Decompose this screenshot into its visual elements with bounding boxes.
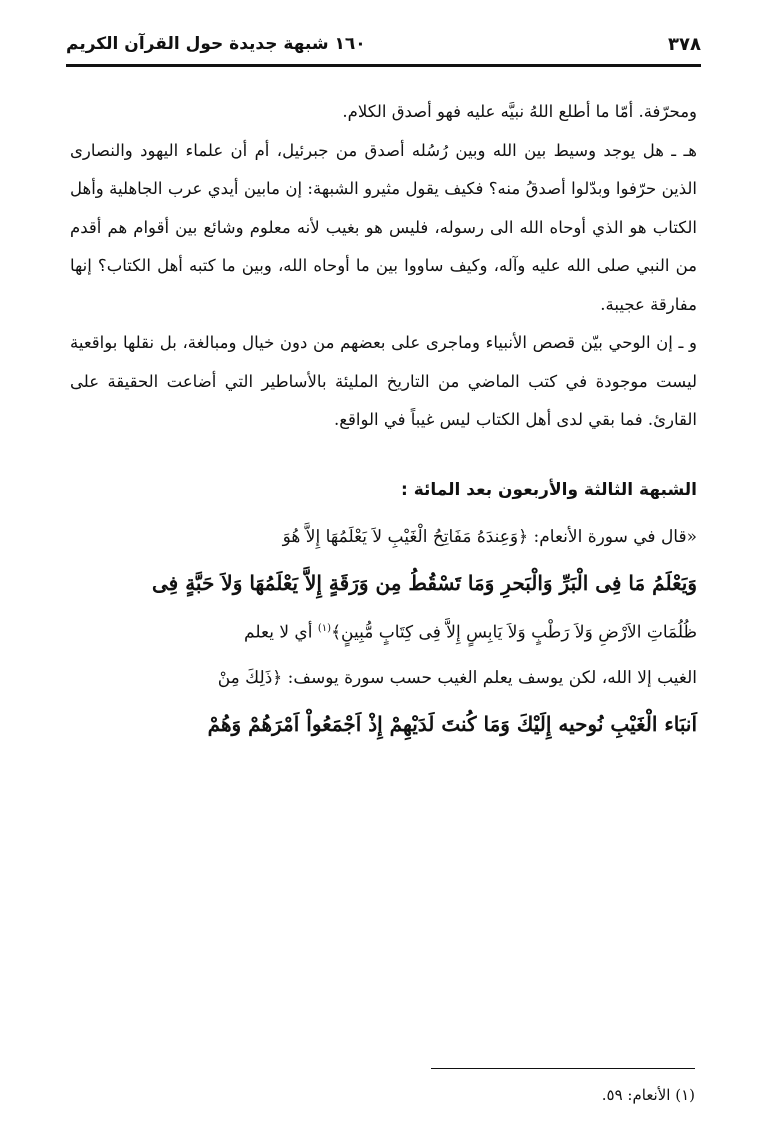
book-title: ١٦٠ شبهة جديدة حول القرآن الكريم bbox=[66, 34, 366, 54]
paragraph: و ـ إن الوحي بيّن قصص الأنبياء وماجرى على بعضهم من دون خيال ومبالغة، بل نقلها بواقعية ليست موجودة في كتب الماضي من التاريخ المليئة بالأساطير التي أضاعت الحقيقة على القارئ. فما بقي لدى أهل الكتاب ليس غيباً في الواقع. bbox=[70, 333, 697, 429]
quote-line: اَنبَاء الْغَيْبِ نُوحيه إِلَيْكَ وَمَا كُنتَ لَدَيْهِمْ إِذْ اَجْمَعُواْ اَمْرَهُمْ وَهُمْ bbox=[207, 712, 697, 737]
paragraph: ومحرّفة. أمّا ما أطلع اللهُ نبيَّه عليه فهو أصدق الكلام. bbox=[342, 102, 697, 121]
footnote-marker: (١) bbox=[317, 622, 332, 634]
section-heading: الشبهة الثالثة والأربعون بعد المائة : bbox=[400, 479, 697, 500]
quote-line bbox=[70, 606, 697, 656]
paragraph: هـ ـ هل يوجد وسيط بين الله وبين رُسُله أصدق من جبرئيل، أم أن علماء اليهود والنصارى الذين حرّفوا وبدّلوا أصدقُ منه؟ فكيف يقول مثيرو الشبهة: إن مابين أيدي عرب الجاهلية وأهل الكتاب هو الذي أوحاه الله الى رسوله، فليس هو بغيب لأنه معلوم وشائع بين أقوام هم أقدم من النبي صلى الله عليه وآله، وكيف ساووا بين ما أوحاه الله، وبين ما كتبه أهل الكتاب؟ إنها مفارقة عجيبة. bbox=[70, 140, 697, 314]
quote-line: الغيب إلا الله، لكن يوسف يعلم الغيب حسب سورة يوسف: ﴿ذَلِكَ مِنْ bbox=[217, 668, 697, 689]
footnote: (١) الأنعام: ٥٩. bbox=[601, 1086, 695, 1104]
page-number: ٣٧٨ bbox=[668, 34, 701, 55]
quote-line-text: ظُلُمَاتِ الاَرْضِ وَلاَ رَطْبٍ وَلاَ يَابِسٍ إِلاَّ فِى كِتَابٍ مُّبِينٍ﴾ bbox=[331, 622, 697, 643]
quote-line: وَيَعْلَمُ مَا فِى الْبَرِّ وَالْبَحرِ وَمَا تَسْقُطُ مِن وَرَقَةٍ إِلاَّ يَعْلَمُهَا وَلاَ حَبَّةٍ فِى bbox=[152, 570, 697, 595]
page-body bbox=[70, 93, 697, 747]
quote-line-tail: أي لا يعلم bbox=[244, 622, 313, 643]
quote-line: «قال في سورة الأنعام: ﴿وَعِندَهُ مَفَاتِحُ الْغَيْبِ لاَ يَعْلَمُهَا إِلاَّ هُوَ bbox=[282, 526, 697, 547]
page-header bbox=[66, 30, 701, 67]
quran-quote-block bbox=[70, 514, 697, 748]
footnote-divider bbox=[431, 1068, 695, 1069]
